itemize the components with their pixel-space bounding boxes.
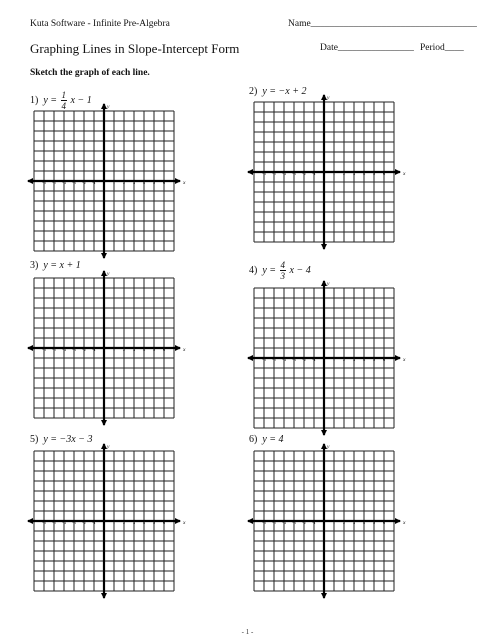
x-tick-label: 4 — [362, 520, 366, 525]
x-tick-label: 4 — [362, 357, 366, 362]
y-axis-label: y — [107, 271, 110, 277]
x-axis-arrow-left — [27, 178, 33, 184]
instructions: Sketch the graph of each line. — [30, 68, 150, 78]
fraction-denominator: 3 — [280, 271, 286, 281]
equation: y = 4 — [262, 434, 284, 445]
publisher-text: Kuta Software - Infinite Pre-Algebra — [30, 19, 170, 29]
coordinate-grid-5[interactable] — [34, 444, 186, 591]
equation: y = x + 1 — [43, 260, 81, 271]
x-tick-label: 1 — [332, 520, 336, 525]
x-tick-label: 5 — [372, 520, 376, 525]
coordinate-grid-6[interactable] — [254, 444, 406, 591]
x-tick-label: 3 — [352, 520, 356, 525]
x-tick-label: 1 — [332, 357, 336, 362]
x-tick-label: 2 — [342, 171, 346, 176]
x-tick-label: -3 — [72, 347, 76, 352]
x-tick-label: 2 — [122, 180, 126, 185]
y-axis-arrow-down — [101, 253, 107, 259]
x-tick-label: 6 — [162, 347, 166, 352]
x-tick-label: -6 — [42, 520, 46, 525]
page-number: - 1 - — [241, 628, 254, 636]
x-axis-label: x — [403, 171, 406, 177]
x-tick-label: -2 — [302, 357, 306, 362]
y-axis-arrow-down — [321, 430, 327, 436]
x-axis-label: x — [183, 347, 186, 353]
x-axis-arrow-left — [27, 345, 33, 351]
x-tick-label: -2 — [302, 171, 306, 176]
x-tick-label: -3 — [292, 520, 296, 525]
x-tick-label: -3 — [292, 171, 296, 176]
x-tick-label: 6 — [162, 520, 166, 525]
x-axis-label: x — [183, 520, 186, 526]
x-tick-label: -5 — [272, 520, 276, 525]
x-tick-label: -3 — [72, 180, 76, 185]
x-tick-label: -6 — [42, 347, 46, 352]
x-tick-label: -3 — [292, 357, 296, 362]
equation-lhs: y = — [262, 264, 277, 276]
x-tick-label: 1 — [112, 180, 116, 185]
x-tick-label: -3 — [72, 520, 76, 525]
x-axis-arrow-right — [175, 178, 181, 184]
x-axis-arrow-left — [247, 518, 253, 524]
coordinate-grid-1[interactable] — [34, 104, 186, 251]
x-tick-label: 6 — [382, 357, 386, 362]
x-tick-label: -4 — [282, 357, 286, 362]
equation-rest: x − 4 — [289, 264, 311, 276]
x-tick-label: -5 — [52, 347, 56, 352]
period-field[interactable]: Period____ — [420, 43, 464, 53]
y-axis-label: y — [107, 444, 110, 450]
x-tick-label: 1 — [332, 171, 336, 176]
x-tick-label: -1 — [312, 171, 316, 176]
problem-number: 4) — [249, 264, 258, 276]
x-tick-label: -1 — [312, 520, 316, 525]
x-axis-arrow-right — [395, 169, 401, 175]
x-tick-label: -4 — [62, 347, 66, 352]
x-axis-arrow-left — [247, 355, 253, 361]
equation-rest: x − 1 — [70, 94, 92, 106]
problem-3 — [30, 260, 81, 271]
x-tick-label: 5 — [152, 347, 156, 352]
equation-lhs: y = — [43, 94, 58, 106]
equation-fraction — [280, 260, 287, 281]
problem-1 — [30, 90, 92, 111]
problem-5 — [30, 434, 92, 445]
x-tick-label: -2 — [82, 347, 86, 352]
x-tick-label: -6 — [262, 520, 266, 525]
x-axis-arrow-right — [175, 345, 181, 351]
y-axis-arrow-down — [321, 244, 327, 250]
coordinate-grid-2[interactable] — [254, 95, 406, 242]
problem-number: 6) — [249, 434, 258, 445]
x-tick-label: 6 — [382, 171, 386, 176]
problem-4 — [249, 260, 311, 281]
x-tick-label: -5 — [52, 520, 56, 525]
x-tick-label: -6 — [262, 357, 266, 362]
x-tick-label: 2 — [342, 520, 346, 525]
x-tick-label: 3 — [132, 347, 136, 352]
x-axis-arrow-right — [395, 518, 401, 524]
x-tick-label: -1 — [92, 520, 96, 525]
x-tick-label: -6 — [42, 180, 46, 185]
x-tick-label: -1 — [312, 357, 316, 362]
x-tick-label: -2 — [82, 520, 86, 525]
y-axis-label: y — [327, 281, 330, 287]
x-tick-label: -2 — [302, 520, 306, 525]
y-axis-label: y — [327, 95, 330, 101]
problem-6 — [249, 434, 284, 445]
y-axis-arrow-down — [101, 420, 107, 426]
x-tick-label: 1 — [112, 347, 116, 352]
x-tick-label: -4 — [62, 520, 66, 525]
x-tick-label: 2 — [122, 347, 126, 352]
x-axis-arrow-left — [247, 169, 253, 175]
y-axis-arrow-down — [101, 593, 107, 599]
fraction-numerator: 4 — [280, 260, 286, 270]
x-tick-label: 3 — [132, 520, 136, 525]
name-field[interactable]: Name___________________________________ — [288, 19, 477, 29]
date-field[interactable]: Date________________ — [320, 43, 414, 53]
x-tick-label: -2 — [82, 180, 86, 185]
problem-number: 2) — [249, 86, 258, 97]
x-tick-label: -5 — [272, 357, 276, 362]
x-tick-label: 3 — [352, 357, 356, 362]
x-axis-label: x — [403, 520, 406, 526]
equation: y = −x + 2 — [262, 86, 307, 97]
y-axis-arrow-down — [321, 593, 327, 599]
x-tick-label: 1 — [112, 520, 116, 525]
x-axis-arrow-left — [27, 518, 33, 524]
problem-number: 5) — [30, 434, 39, 445]
x-tick-label: 3 — [132, 180, 136, 185]
x-tick-label: -1 — [92, 347, 96, 352]
coordinate-grid-4[interactable] — [254, 281, 406, 428]
x-tick-label: 6 — [382, 520, 386, 525]
x-tick-label: 6 — [162, 180, 166, 185]
x-tick-label: 4 — [142, 180, 146, 185]
x-tick-label: -5 — [52, 180, 56, 185]
fraction-numerator: 1 — [61, 90, 67, 100]
x-axis-arrow-right — [175, 518, 181, 524]
problem-2 — [249, 86, 306, 97]
equation: y = −3x − 3 — [43, 434, 93, 445]
x-tick-label: 4 — [362, 171, 366, 176]
x-tick-label: -4 — [282, 171, 286, 176]
x-tick-label: 2 — [122, 520, 126, 525]
problem-number: 1) — [30, 94, 39, 106]
x-tick-label: 3 — [352, 171, 356, 176]
x-tick-label: 4 — [142, 347, 146, 352]
x-tick-label: -1 — [92, 180, 96, 185]
y-axis-label: y — [107, 104, 110, 110]
x-tick-label: 5 — [372, 357, 376, 362]
equation-fraction — [61, 90, 68, 111]
coordinate-grid-3[interactable] — [34, 271, 186, 418]
x-tick-label: -5 — [272, 171, 276, 176]
x-tick-label: -4 — [282, 520, 286, 525]
x-tick-label: -4 — [62, 180, 66, 185]
x-axis-label: x — [183, 180, 186, 186]
x-tick-label: 5 — [152, 520, 156, 525]
x-tick-label: 5 — [372, 171, 376, 176]
page-title: Graphing Lines in Slope-Intercept Form — [30, 41, 240, 56]
x-axis-arrow-right — [395, 355, 401, 361]
fraction-denominator: 4 — [61, 101, 67, 111]
x-axis-label: x — [403, 357, 406, 363]
y-axis-label: y — [327, 444, 330, 450]
problem-number: 3) — [30, 260, 39, 271]
x-tick-label: 2 — [342, 357, 346, 362]
x-tick-label: -6 — [262, 171, 266, 176]
x-tick-label: 5 — [152, 180, 156, 185]
x-tick-label: 4 — [142, 520, 146, 525]
